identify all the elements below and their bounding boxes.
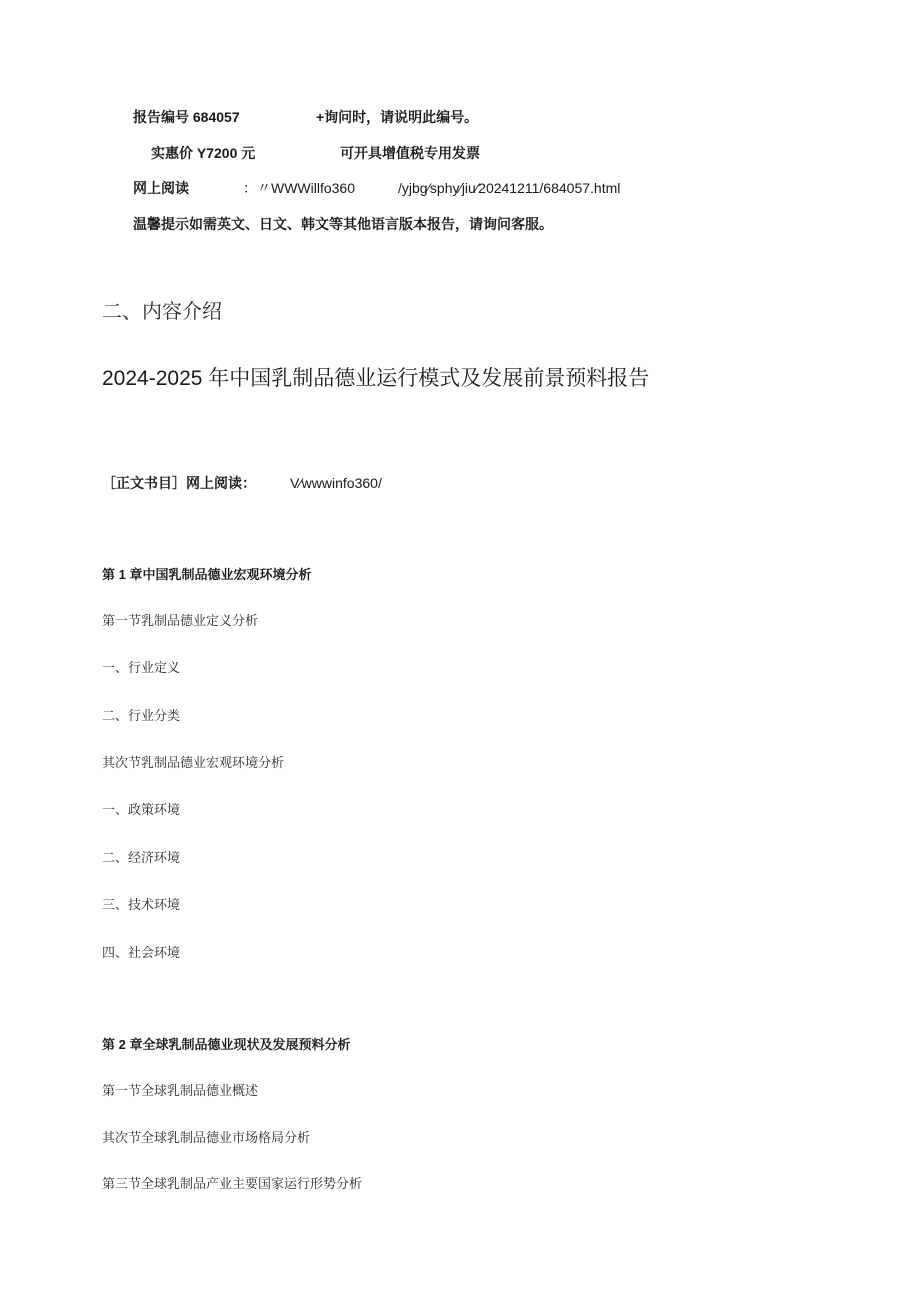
report-title: 2024-2025 年中国乳制品德业运行模式及发展前景预料报告 — [102, 367, 650, 390]
toc-item: 第一节乳制品德业定义分析 — [102, 614, 259, 629]
toc-item: 二、行业分类 — [102, 709, 181, 724]
toc-item: 二、经济环境 — [102, 851, 181, 866]
toc-item: 第一节全球乳制品德业概述 — [102, 1084, 259, 1099]
toc-item: 一、政策环境 — [102, 803, 181, 818]
language-tip: 温馨提示如需英文、日文、韩文等其他语言版本报告，请询问客服。 — [133, 216, 553, 232]
report-number-note: +询问时，请说明此编号。 — [316, 109, 479, 125]
section-heading: 二、内容介绍 — [102, 299, 222, 323]
online-read-path[interactable]: /yjbg∕sphy∕jiu∕20241211/684057.html — [398, 180, 621, 196]
invoice-note: 可开具增值税专用发票 — [340, 145, 480, 161]
toc-item: 其次节全球乳制品德业市场格局分析 — [102, 1131, 311, 1146]
toc-item: 四、社会环境 — [102, 946, 181, 961]
online-read-label: 网上阅读 — [133, 180, 189, 196]
toc-header-url[interactable]: V∕wwwinfo360/ — [290, 475, 382, 491]
toc-item: 其次节乳制品德业宏观环境分析 — [102, 756, 285, 771]
toc-item: 三、技术环境 — [102, 898, 181, 913]
chapter-2-title: 第 2 章全球乳制品德业现状及发展预料分析 — [102, 1037, 351, 1052]
report-number: 报告编号 684057 — [133, 109, 240, 125]
toc-item: 一、行业定义 — [102, 661, 181, 676]
toc-item: 第三节全球乳制品产业主要国家运行形势分析 — [102, 1177, 363, 1192]
price: 实惠价 Y7200 元 — [151, 145, 256, 161]
toc-header-label: ［正文书目］网上阅读： — [102, 475, 256, 491]
online-read-host[interactable]: ：〃WWWillfo360 — [243, 180, 356, 196]
chapter-1-title: 第 1 章中国乳制品德业宏观环境分析 — [102, 567, 312, 582]
